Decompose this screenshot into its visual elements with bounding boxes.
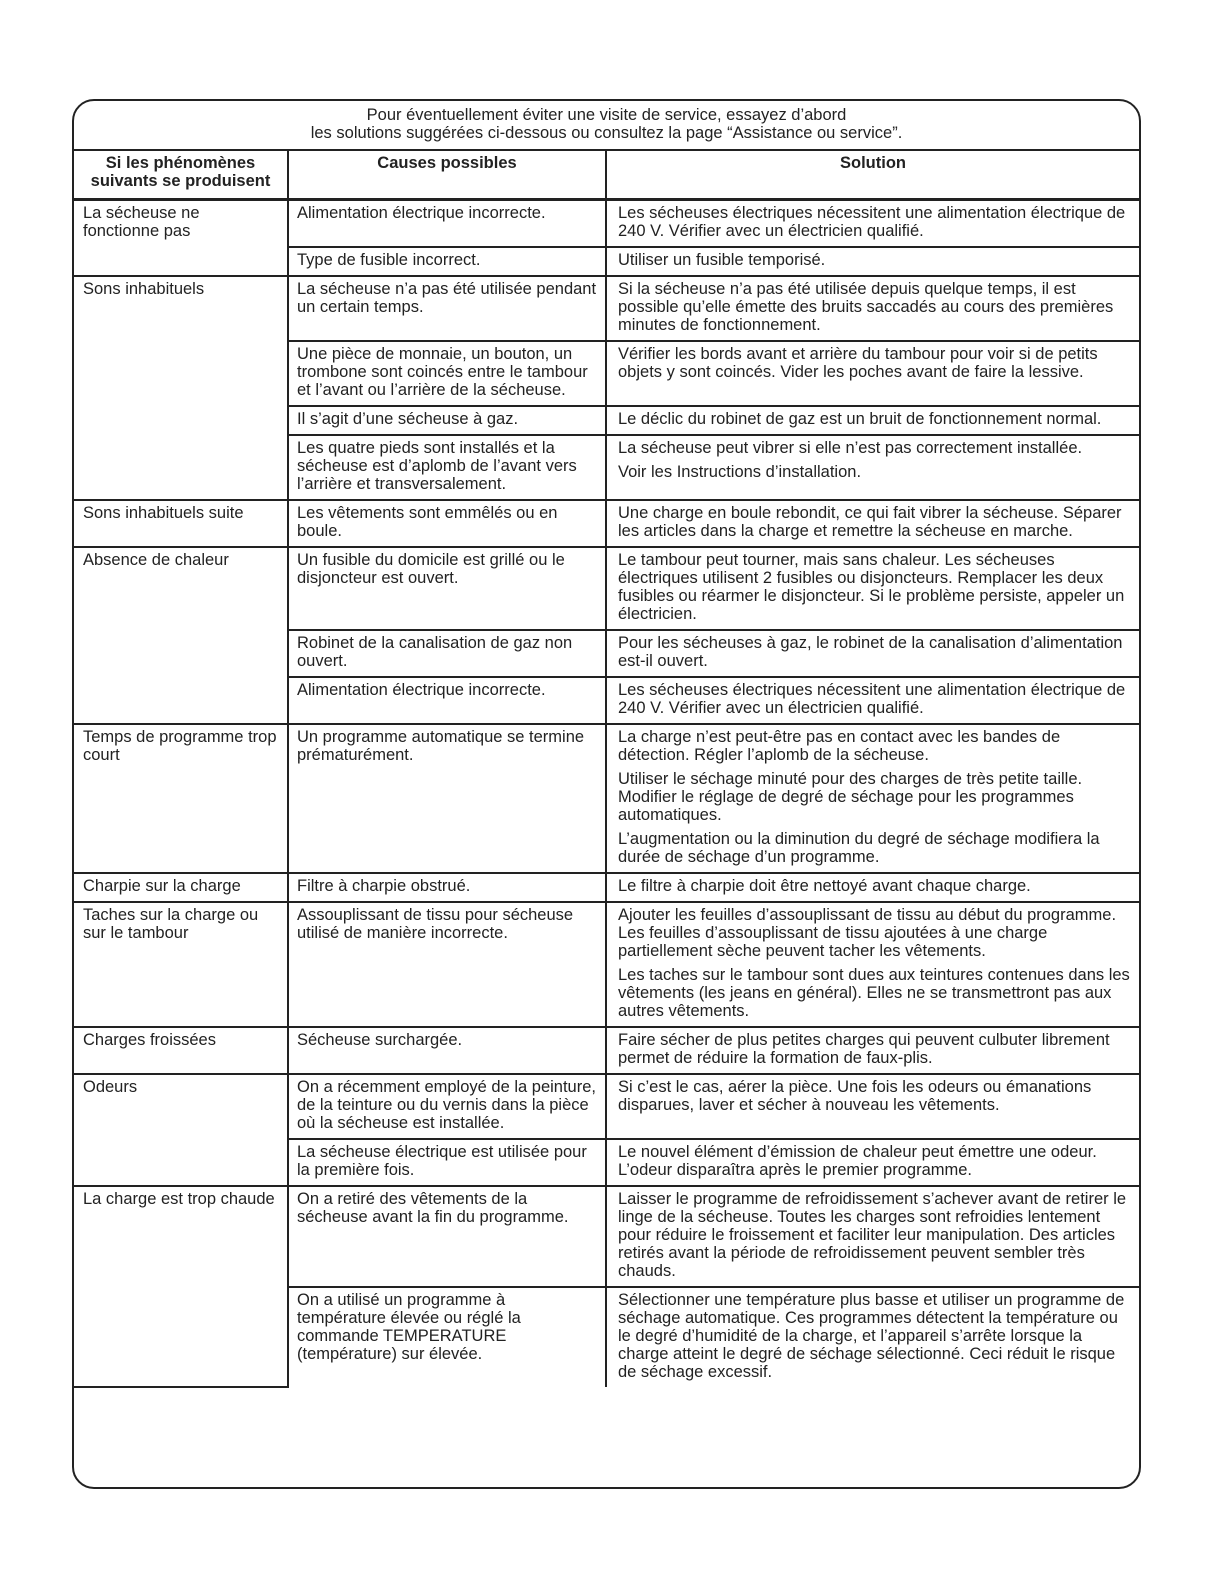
solution-paragraph: Le tambour peut tourner, mais sans chaleur. Les sécheuses électriques utilisent 2 fusibles ou disjoncteurs. Remplacer les deux fusibles ou réarmer le disjoncteur. Si le problème persiste, appeler un électricien. bbox=[618, 550, 1125, 623]
table-row bbox=[74, 500, 1139, 547]
cause-cell: On a utilisé un programme à température élevée ou réglé la commande TEMPERATURE (température) sur élevée. bbox=[288, 1287, 606, 1387]
cause-cell: Robinet de la canalisation de gaz non ouvert. bbox=[288, 630, 606, 677]
cause-cell: Filtre à charpie obstrué. bbox=[288, 873, 606, 902]
table-row bbox=[74, 199, 1139, 247]
symptom-cell: Charges froissées bbox=[74, 1027, 288, 1074]
cause-cell: Les quatre pieds sont installés et la sécheuse est d’aplomb de l’avant vers l’arrière et transversalement. bbox=[288, 435, 606, 500]
solution-paragraph: Pour les sécheuses à gaz, le robinet de la canalisation d’alimentation est-il ouvert. bbox=[618, 633, 1123, 670]
solution-cell bbox=[606, 435, 1139, 500]
table-row bbox=[74, 547, 1139, 630]
header-solution: Solution bbox=[606, 151, 1139, 199]
solution-paragraph: Le nouvel élément d’émission de chaleur peut émettre une odeur. L’odeur disparaîtra après le premier programme. bbox=[618, 1142, 1097, 1179]
solution-cell bbox=[606, 1287, 1139, 1387]
cause-cell: La sécheuse n’a pas été utilisée pendant un certain temps. bbox=[288, 276, 606, 341]
table-body bbox=[74, 199, 1139, 1387]
solution-cell bbox=[606, 1027, 1139, 1074]
solution-cell bbox=[606, 873, 1139, 902]
symptom-cell: Absence de chaleur bbox=[74, 547, 288, 724]
solution-paragraph: Une charge en boule rebondit, ce qui fait vibrer la sécheuse. Séparer les articles dans la charge et remettre la sécheuse en marche. bbox=[618, 503, 1122, 540]
troubleshooting-table-frame bbox=[72, 99, 1141, 1489]
solution-cell bbox=[606, 1074, 1139, 1139]
symptom-cell: Temps de programme trop court bbox=[74, 724, 288, 873]
table-row bbox=[74, 1186, 1139, 1287]
table-row bbox=[74, 724, 1139, 873]
table-row bbox=[74, 873, 1139, 902]
header-cause: Causes possibles bbox=[288, 151, 606, 199]
solution-cell bbox=[606, 500, 1139, 547]
symptom-cell: La charge est trop chaude bbox=[74, 1186, 288, 1387]
solution-paragraph: Les taches sur le tambour sont dues aux teintures contenues dans les vêtements (les jeans en général). Elles ne se transmettront pas aux autres vêtements. bbox=[618, 965, 1130, 1020]
header-symptom: Si les phénomènes suivants se produisent bbox=[74, 151, 288, 199]
table-row bbox=[74, 1074, 1139, 1139]
symptom-cell: Charpie sur la charge bbox=[74, 873, 288, 902]
solution-paragraph: Faire sécher de plus petites charges qui peuvent culbuter librement permet de réduire la formation de faux-plis. bbox=[618, 1030, 1110, 1067]
solution-paragraph: Utiliser un fusible temporisé. bbox=[618, 250, 826, 269]
solution-cell bbox=[606, 902, 1139, 1027]
intro-note bbox=[74, 101, 1139, 151]
solution-paragraph: La charge n’est peut-être pas en contact avec les bandes de détection. Régler l’aplomb de la sécheuse. bbox=[618, 727, 1061, 764]
solution-paragraph: Les sécheuses électriques nécessitent une alimentation électrique de 240 V. Vérifier avec un électricien qualifié. bbox=[618, 680, 1126, 717]
symptom-cell: Sons inhabituels suite bbox=[74, 500, 288, 547]
cause-cell: Alimentation électrique incorrecte. bbox=[288, 677, 606, 724]
solution-paragraph: Sélectionner une température plus basse et utiliser un programme de séchage automatique. Ces programmes détectent la température ou le degré d’humidité de la charge, et l’appareil s’arrête lorsque la charge atteint le degré de séchage sélectionné. Ceci réduit le risque de séchage excessif. bbox=[618, 1290, 1125, 1381]
symptom-cell: La sécheuse ne fonctionne pas bbox=[74, 199, 288, 276]
solution-cell bbox=[606, 547, 1139, 630]
cause-cell: On a retiré des vêtements de la sécheuse avant la fin du programme. bbox=[288, 1186, 606, 1287]
solution-paragraph: Si c’est le cas, aérer la pièce. Une fois les odeurs ou émanations disparues, laver et sécher à nouveau les vêtements. bbox=[618, 1077, 1092, 1114]
solution-paragraph: L’augmentation ou la diminution du degré de séchage modifiera la durée de séchage d’un programme. bbox=[618, 829, 1100, 866]
cause-cell: Une pièce de monnaie, un bouton, un trombone sont coincés entre le tambour et l’avant ou l’arrière de la sécheuse. bbox=[288, 341, 606, 406]
solution-paragraph: Vérifier les bords avant et arrière du tambour pour voir si de petits objets y sont coincés. Vider les poches avant de faire la lessive. bbox=[618, 344, 1098, 381]
table-row bbox=[74, 902, 1139, 1027]
troubleshooting-table bbox=[74, 151, 1139, 1388]
solution-cell bbox=[606, 276, 1139, 341]
cause-cell: Un fusible du domicile est grillé ou le disjoncteur est ouvert. bbox=[288, 547, 606, 630]
solution-cell bbox=[606, 199, 1139, 247]
solution-cell bbox=[606, 1139, 1139, 1186]
solution-paragraph: Si la sécheuse n’a pas été utilisée depuis quelque temps, il est possible qu’elle émette des bruits saccadés au cours des premières minutes de fonctionnement. bbox=[618, 279, 1114, 334]
cause-cell: Type de fusible incorrect. bbox=[288, 247, 606, 276]
cause-cell: Les vêtements sont emmêlés ou en boule. bbox=[288, 500, 606, 547]
header-row bbox=[74, 151, 1139, 199]
solution-cell bbox=[606, 724, 1139, 873]
cause-cell: La sécheuse électrique est utilisée pour la première fois. bbox=[288, 1139, 606, 1186]
solution-cell bbox=[606, 630, 1139, 677]
intro-line: Pour éventuellement éviter une visite de service, essayez d’abord bbox=[366, 106, 847, 124]
cause-cell: Assouplissant de tissu pour sécheuse utilisé de manière incorrecte. bbox=[288, 902, 606, 1027]
cause-cell: Un programme automatique se termine prématurément. bbox=[288, 724, 606, 873]
solution-paragraph: Laisser le programme de refroidissement s’achever avant de retirer le linge de la sécheuse. Toutes les charges sont refroidies lentement pour réduire le froissement et faciliter leur manipulation. Des articles retirés avant la période de refroidissement peuvent sembler très chauds. bbox=[618, 1189, 1127, 1280]
solution-paragraph: Voir les Instructions d’installation. bbox=[618, 462, 862, 481]
solution-cell bbox=[606, 341, 1139, 406]
solution-cell bbox=[606, 677, 1139, 724]
table-row bbox=[74, 276, 1139, 341]
solution-cell bbox=[606, 406, 1139, 435]
symptom-cell: Taches sur la charge ou sur le tambour bbox=[74, 902, 288, 1027]
solution-paragraph: Utiliser le séchage minuté pour des charges de très petite taille. Modifier le réglage de degré de séchage pour les programmes automatiques. bbox=[618, 769, 1083, 824]
solution-paragraph: Le déclic du robinet de gaz est un bruit de fonctionnement normal. bbox=[618, 409, 1102, 428]
symptom-cell: Odeurs bbox=[74, 1074, 288, 1186]
symptom-cell: Sons inhabituels bbox=[74, 276, 288, 500]
cause-cell: Alimentation électrique incorrecte. bbox=[288, 199, 606, 247]
solution-cell bbox=[606, 247, 1139, 276]
cause-cell: On a récemment employé de la peinture, de la teinture ou du vernis dans la pièce où la sécheuse est installée. bbox=[288, 1074, 606, 1139]
solution-cell bbox=[606, 1186, 1139, 1287]
table-row bbox=[74, 1027, 1139, 1074]
solution-paragraph: La sécheuse peut vibrer si elle n’est pas correctement installée. bbox=[618, 438, 1083, 457]
solution-paragraph: Le filtre à charpie doit être nettoyé avant chaque charge. bbox=[618, 876, 1031, 895]
cause-cell: Il s’agit d’une sécheuse à gaz. bbox=[288, 406, 606, 435]
intro-line: les solutions suggérées ci-dessous ou consultez la page “Assistance ou service”. bbox=[310, 124, 903, 142]
solution-paragraph: Les sécheuses électriques nécessitent une alimentation électrique de 240 V. Vérifier avec un électricien qualifié. bbox=[618, 203, 1126, 240]
cause-cell: Sécheuse surchargée. bbox=[288, 1027, 606, 1074]
solution-paragraph: Ajouter les feuilles d’assouplissant de tissu au début du programme. Les feuilles d’assouplissant de tissu ajoutées à une charge partiellement sèche peuvent tacher les vêtements. bbox=[618, 905, 1117, 960]
